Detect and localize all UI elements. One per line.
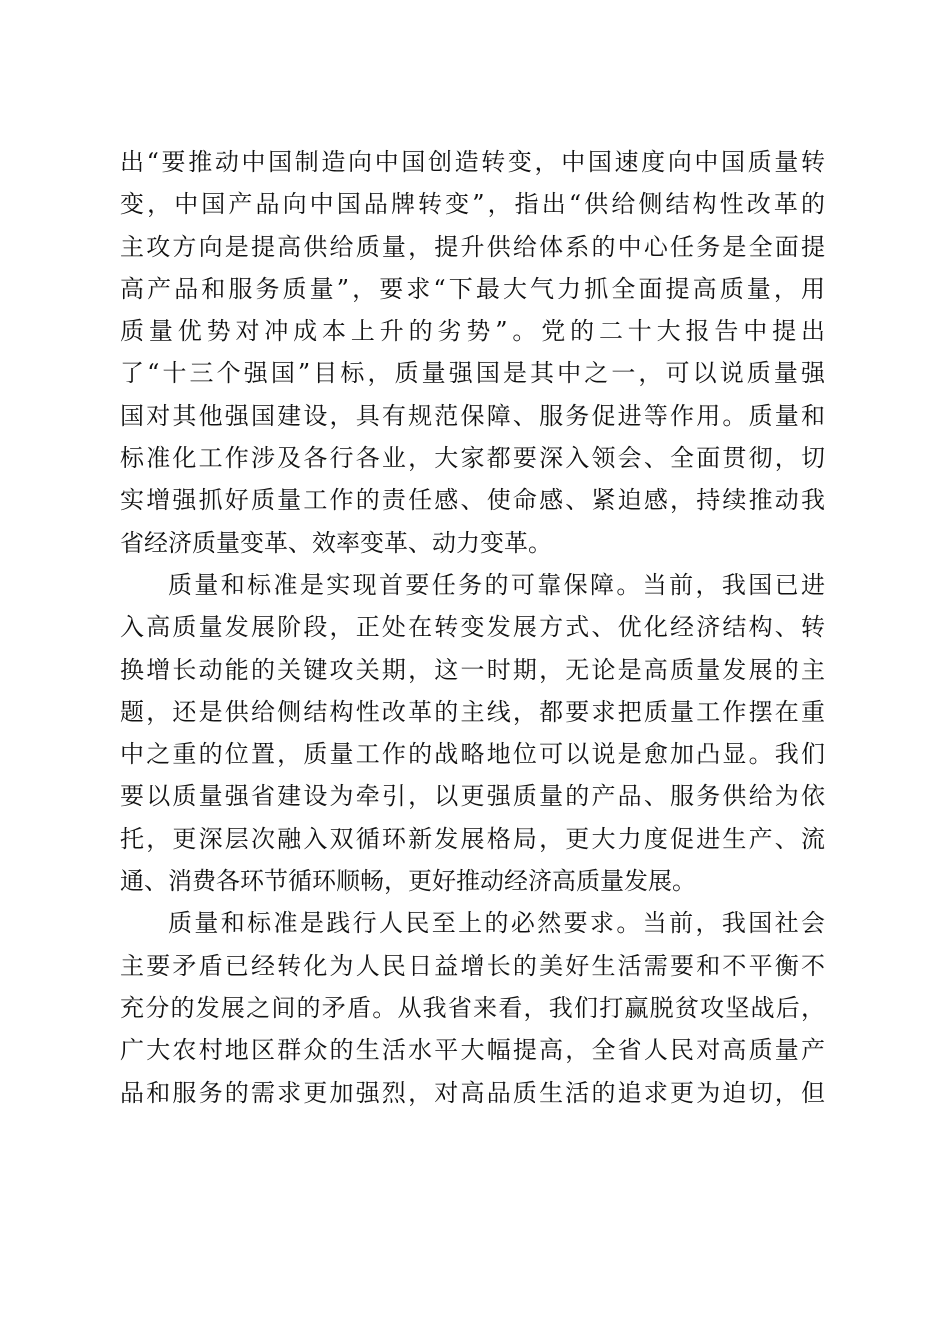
paragraph-first-line: 质量和标准是实现首要任务的可靠保障。当前，我国已进: [168, 570, 825, 599]
text-line: 要以质量强省建设为牵引，以更强质量的产品、服务供给为依: [120, 782, 825, 811]
text-line: 托，更深层次融入双循环新发展格局，更大力度促进生产、流: [120, 824, 825, 853]
text-line: 质量优势对冲成本上升的劣势”。党的二十大报告中提出: [120, 317, 825, 346]
text-line: 中之重的位置，质量工作的战略地位可以说是愈加凸显。我们: [120, 740, 825, 769]
paragraph-first-line: 质量和标准是践行人民至上的必然要求。当前，我国社会: [168, 909, 825, 938]
text-line: 出“要推动中国制造向中国创造转变，中国速度向中国质量转: [120, 148, 825, 176]
text-line: 充分的发展之间的矛盾。从我省来看，我们打赢脱贫攻坚战后，: [120, 993, 825, 1022]
text-line: 国对其他强国建设，具有规范保障、服务促进等作用。质量和: [120, 401, 825, 430]
text-line: 通、消费各环节循环顺畅，更好推动经济高质量发展。: [120, 867, 696, 896]
text-line: 题，还是供给侧结构性改革的主线，都要求把质量工作摆在重: [120, 697, 825, 726]
text-line: 高产品和服务质量”，要求“下最大气力抓全面提高质量，用: [120, 274, 825, 303]
text-line: 入高质量发展阶段，正处在转变发展方式、优化经济结构、转: [120, 613, 825, 642]
text-line: 省经济质量变革、效率变革、动力变革。: [120, 528, 552, 557]
text-line: 主攻方向是提高供给质量，提升供给体系的中心任务是全面提: [120, 232, 825, 261]
text-line: 主要矛盾已经转化为人民日益增长的美好生活需要和不平衡不: [120, 951, 825, 980]
text-line: 实增强抓好质量工作的责任感、使命感、紧迫感，持续推动我: [120, 486, 825, 515]
text-line: 了“十三个强国”目标，质量强国是其中之一，可以说质量强: [120, 359, 825, 388]
text-line: 变，中国产品向中国品牌转变”，指出“供给侧结构性改革的: [120, 190, 825, 219]
text-line: 广大农村地区群众的生活水平大幅提高，全省人民对高质量产: [120, 1036, 825, 1065]
text-line: 品和服务的需求更加强烈，对高品质生活的追求更为迫切，但: [120, 1078, 825, 1107]
text-line: 标准化工作涉及各行各业，大家都要深入领会、全面贯彻，切: [120, 444, 825, 473]
text-line: 换增长动能的关键攻关期，这一时期，无论是高质量发展的主: [120, 655, 825, 684]
body-text: [120, 141, 825, 1114]
